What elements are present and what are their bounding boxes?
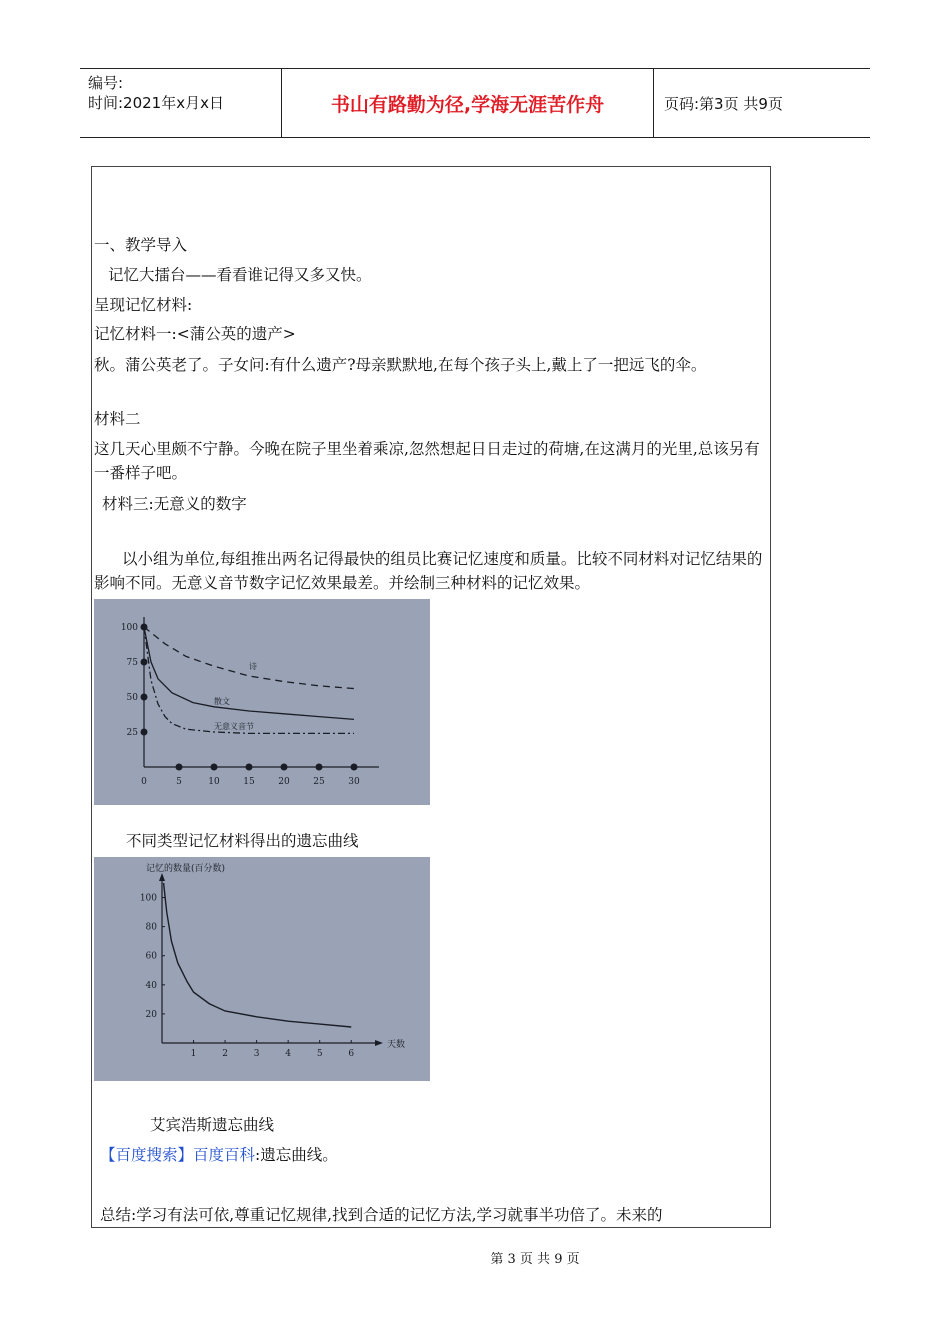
page-header xyxy=(80,68,870,138)
series-line xyxy=(144,627,354,689)
x-tick-dot xyxy=(246,764,253,771)
x-tick-label: 6 xyxy=(348,1049,355,1059)
page-footer: 第 3 页 共 9 页 xyxy=(490,1252,580,1267)
y-tick-label: 80 xyxy=(145,922,157,933)
activity-text: 以小组为单位,每组推出两名记得最快的组员比赛记忆速度和质量。比较不同材料对记忆结果的影响不同。无意义音节数字记忆效果最差。并绘制三种材料的记忆效果。 xyxy=(94,550,763,592)
material1-text: 秋。蒲公英老了。子女问:有什么遗产?母亲默默地,在每个孩子头上,戴上了一把远飞的伞。 xyxy=(94,356,707,374)
x-tick-dot xyxy=(176,764,183,771)
y-tick-label: 60 xyxy=(145,951,157,962)
material2-title: 材料二 xyxy=(94,410,141,428)
x-tick-label: 10 xyxy=(208,777,220,787)
y-tick-label: 20 xyxy=(145,1009,157,1020)
material1-title: 记忆材料一:<蒲公英的遗产> xyxy=(94,325,296,343)
x-tick-dot xyxy=(281,764,288,771)
material3-title: 材料三:无意义的数字 xyxy=(102,495,247,513)
header-motto: 书山有路勤为径,学海无涯苦作舟 xyxy=(282,69,654,137)
x-tick-label: 3 xyxy=(253,1049,260,1059)
x-tick-label: 0 xyxy=(141,777,147,787)
x-axis-label: 天数 xyxy=(387,1040,406,1050)
y-axis-label: 记忆的数量(百分数) xyxy=(146,864,226,874)
x-tick-dot xyxy=(211,764,218,771)
x-tick-dot xyxy=(316,764,323,771)
y-axis-arrow xyxy=(159,873,165,881)
present-line: 呈现记忆材料: xyxy=(94,296,193,314)
baidu-rest-text: :遗忘曲线。 xyxy=(255,1146,338,1164)
x-tick-label: 20 xyxy=(278,777,290,787)
series-label: 诗 xyxy=(249,662,257,671)
baidu-line xyxy=(100,1143,338,1167)
x-axis-arrow xyxy=(375,1040,383,1046)
figure2-caption: 艾宾浩斯遗忘曲线 xyxy=(150,1116,275,1134)
x-tick-label: 30 xyxy=(348,777,360,787)
section-title: 一、教学导入 xyxy=(94,236,188,254)
header-info-cell xyxy=(80,69,282,137)
y-tick-dot xyxy=(141,694,148,701)
x-tick-label: 5 xyxy=(176,777,182,787)
ebbinghaus-figure xyxy=(94,857,430,1081)
x-tick-label: 25 xyxy=(313,777,325,787)
y-tick-label: 25 xyxy=(126,728,138,738)
x-tick-label: 1 xyxy=(190,1049,197,1059)
y-tick-label: 50 xyxy=(126,693,138,703)
y-tick-label: 100 xyxy=(120,623,138,633)
y-tick-label: 100 xyxy=(139,893,157,904)
time-label: 时间:2021年x月x日 xyxy=(88,94,224,112)
x-tick-dot xyxy=(351,764,358,771)
y-tick-label: 75 xyxy=(126,658,138,668)
number-label: 编号: xyxy=(88,74,124,92)
x-tick-label: 4 xyxy=(285,1049,292,1059)
summary-text: 总结:学习有法可依,尊重记忆规律,找到合适的记忆方法,学习就事半功倍了。未来的 xyxy=(100,1206,663,1224)
material2-text: 这几天心里颇不宁静。今晚在院子里坐着乘凉,忽然想起日日走过的荷塘,在这满月的光里,总该另有一番样子吧。 xyxy=(94,440,760,482)
x-tick-label: 15 xyxy=(243,777,255,787)
series-line xyxy=(144,627,354,719)
x-tick-label: 5 xyxy=(316,1049,323,1059)
series-label: 无意义音节 xyxy=(214,722,254,732)
header-page-info: 页码:第3页 共9页 xyxy=(664,94,783,113)
lesson-content-box xyxy=(91,166,771,1228)
ebbinghaus-curve xyxy=(164,883,352,1027)
x-tick-label: 2 xyxy=(222,1049,228,1059)
forgetting-curves-figure xyxy=(94,599,430,805)
y-tick-dot xyxy=(141,729,148,736)
ebbinghaus-chart xyxy=(94,857,430,1081)
series-label: 散文 xyxy=(214,697,230,706)
y-tick-label: 40 xyxy=(145,980,157,991)
baidu-search-link[interactable]: 【百度搜索】百度百科 xyxy=(100,1146,256,1164)
game-line: 记忆大擂台——看看谁记得又多又快。 xyxy=(108,266,372,284)
figure1-caption: 不同类型记忆材料得出的遗忘曲线 xyxy=(126,832,359,850)
y-tick-dot xyxy=(141,659,148,666)
material-forgetting-chart xyxy=(94,599,430,805)
